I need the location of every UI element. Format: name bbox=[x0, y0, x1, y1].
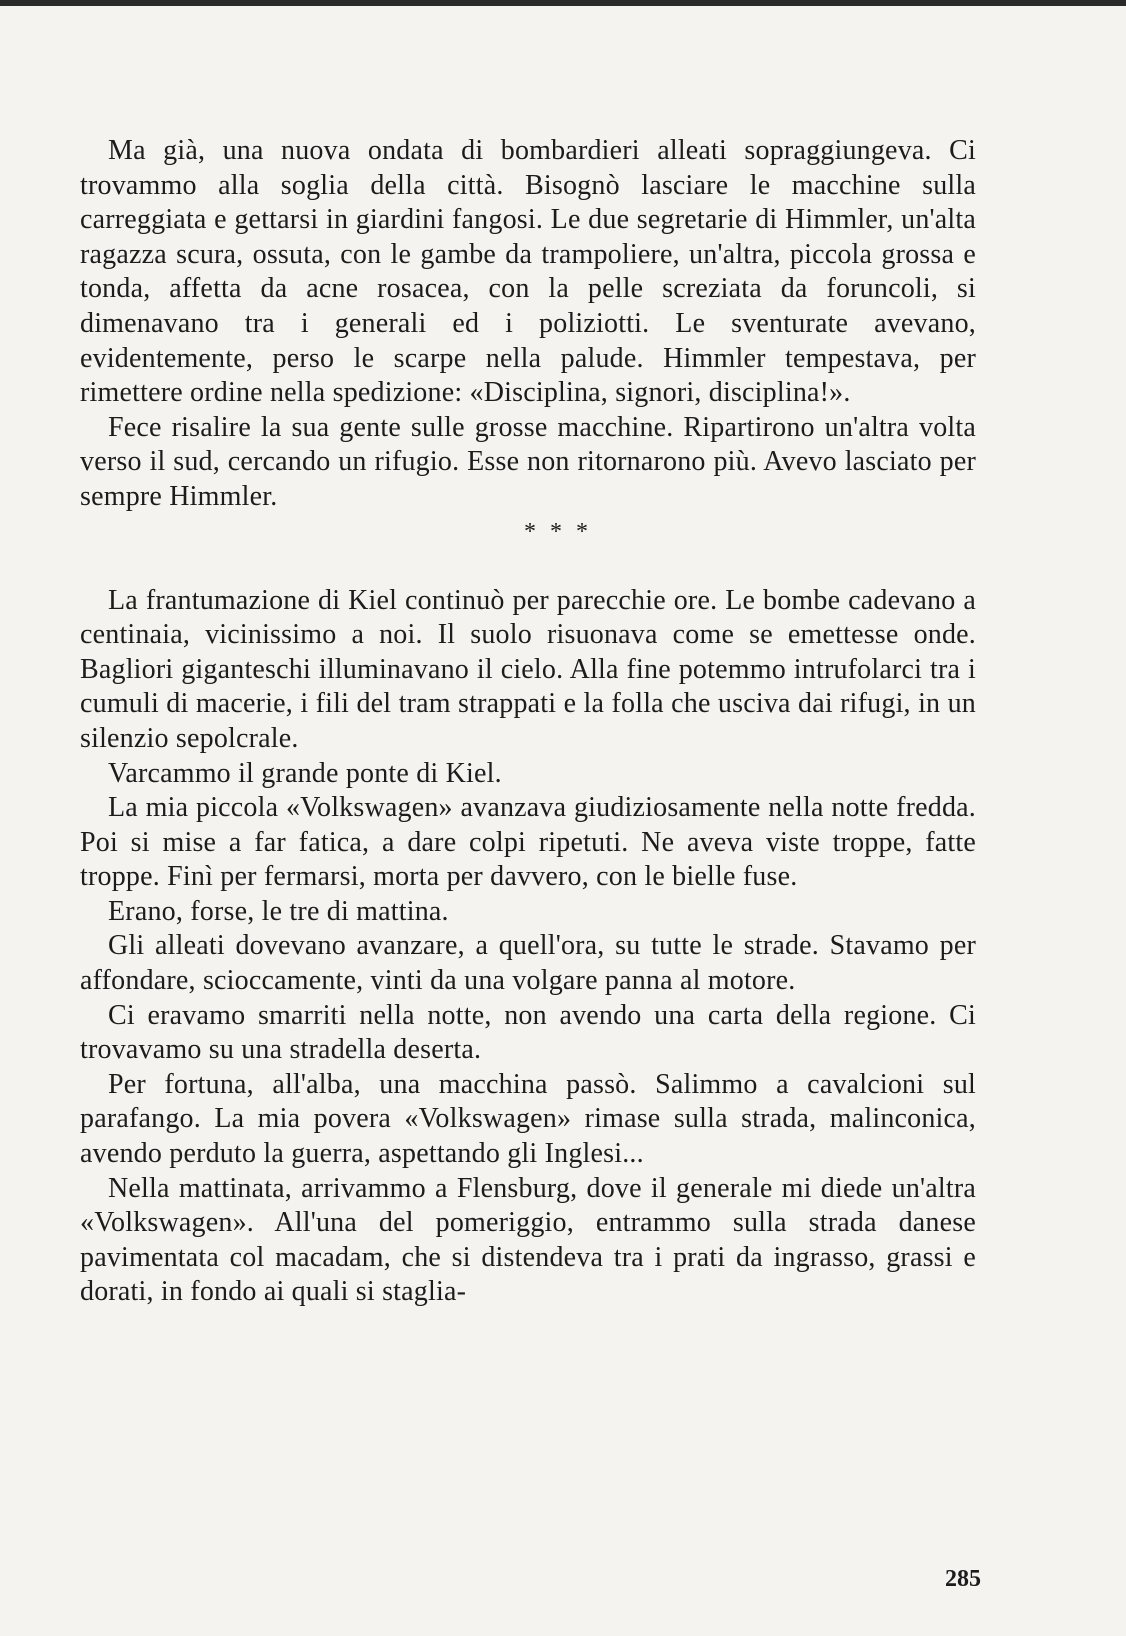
paragraph-flensburg: Nella mattinata, arrivammo a Flensburg, dove il generale mi diede un'altra «Volkswagen». All'una del pomeriggio, entrammo sulla strada danese pavimentata col macadam, che si distendeva tra i prati da ingrasso, grassi e dorati, in fondo ai quali si staglia- bbox=[80, 1172, 976, 1308]
paragraph-allies: Gli alleati dovevano avanzare, a quell'ora, su tutte le strade. Stavamo per affondare, scioccamente, vinti da una volgare panna al motore. bbox=[80, 930, 976, 997]
page-number: 285 bbox=[945, 1566, 981, 1592]
paragraph-time: Erano, forse, le tre di mattina. bbox=[108, 895, 449, 927]
top-border-rule bbox=[0, 0, 1126, 6]
paragraph-bombers: Ma già, una nuova ondata di bombardieri alleati sopraggiungeva. Ci trovammo alla soglia della città. Bisognò lasciare le macchine sulla carreggiata e gettarsi in giardini fangosi. Le due segretarie di Himmler, un'alta ragazza scura, ossuta, con le gambe da trampoliere, un'altra, piccola grossa e tonda, affetta da acne rosacea, con la pelle screziata da foruncoli, si dimenavano tra i generali ed i poliziotti. Le sventurate avevano, evidentemente, perso le scarpe nella palude. Himmler tempestava, per rimettere ordine nella spedizione: «Disciplina, signori, disciplina!». bbox=[80, 135, 976, 409]
paragraph-departure: Fece risalire la sua gente sulle grosse macchine. Ripartirono un'altra volta verso il sud, cercando un rifugio. Esse non ritornarono più. Avevo lasciato per sempre Himmler. bbox=[80, 411, 976, 512]
paragraph-volkswagen: La mia piccola «Volkswagen» avanzava giudiziosamente nella notte fredda. Poi si mise a far fatica, a dare colpi ripetuti. Ne aveva viste troppe, fatte troppe. Finì per fermarsi, morta per davvero, con le bielle fuse. bbox=[80, 792, 976, 893]
paragraph-bridge: Varcammo il grande ponte di Kiel. bbox=[108, 757, 502, 789]
section-separator: * * * bbox=[524, 518, 592, 545]
paragraph-kiel-bombing: La frantumazione di Kiel continuò per parecchie ore. Le bombe cadevano a centinaia, vicinissimo a noi. Il suolo risuonava come se emettesse onde. Bagliori giganteschi illuminavano il cielo. Alla fine potemmo intrufolarci tra i cumuli di macerie, i fili del tram strappati e la folla che usciva dai rifugi, in un silenzio sepolcrale. bbox=[80, 584, 976, 754]
paragraph-dawn: Per fortuna, all'alba, una macchina passò. Salimmo a cavalcioni sul parafango. La mia povera «Volkswagen» rimase sulla strada, malinconica, avendo perduto la guerra, aspettando gli Inglesi... bbox=[80, 1068, 976, 1170]
page-body bbox=[80, 134, 976, 1310]
paragraph-lost: Ci eravamo smarriti nella notte, non avendo una carta della regione. Ci trovavamo su una stradella deserta. bbox=[80, 999, 976, 1066]
